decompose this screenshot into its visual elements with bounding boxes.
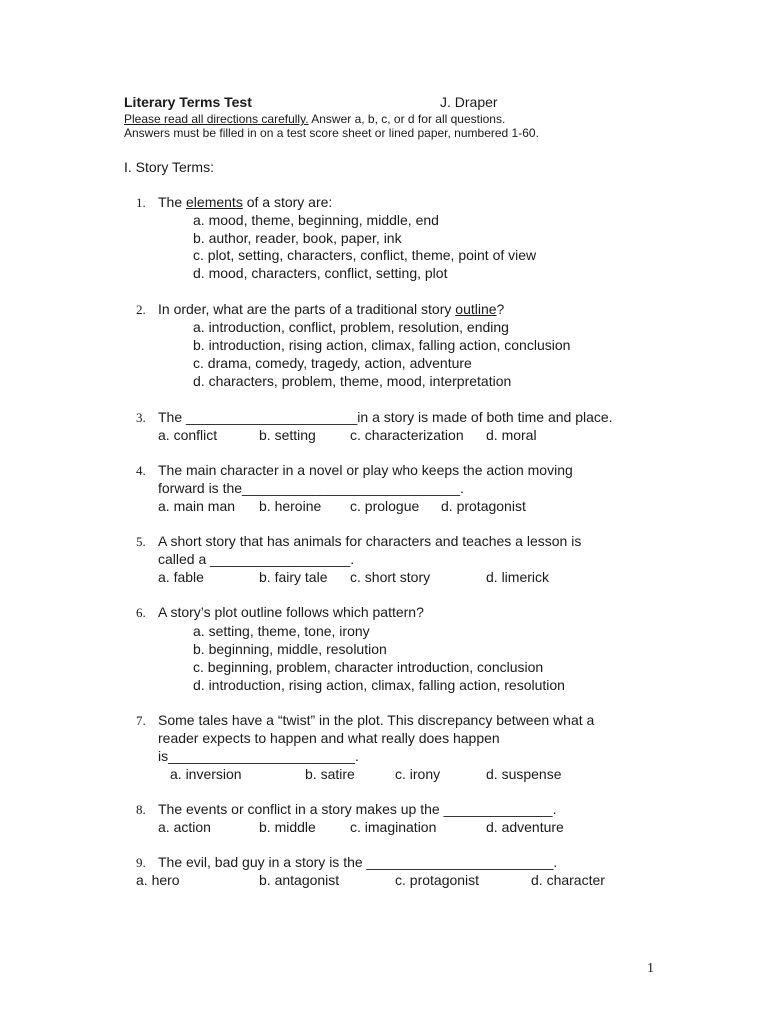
q2-underlined-term: outline <box>455 301 497 317</box>
q4-option-d: d. protagonist <box>441 498 526 514</box>
q5-option-d: d. limerick <box>486 569 550 585</box>
q3-option-d: d. moral <box>486 427 537 443</box>
q4-option-c: c. prologue <box>350 498 420 514</box>
q1-pre: The <box>158 194 187 210</box>
question-7-line-3: is________________________. <box>158 748 359 764</box>
q1-option-c: c. plot, setting, characters, conflict, theme, point of view <box>193 247 537 263</box>
question-6-text: A story’s plot outline follows which pattern? <box>158 604 424 620</box>
q2-option-b: b. introduction, rising action, climax, falling action, conclusion <box>193 337 571 353</box>
directions-line-1 <box>124 112 505 126</box>
q5-option-c: c. short story <box>350 569 431 585</box>
q8-option-a: a. action <box>158 819 211 835</box>
question-number: 3. <box>136 410 146 425</box>
question-number: 6. <box>136 605 146 620</box>
question-number: 1. <box>136 195 146 210</box>
q4-option-b: b. heroine <box>259 498 322 514</box>
question-7-line-2: reader expects to happen and what really does happen <box>158 730 500 746</box>
q9-option-a: a. hero <box>136 872 180 888</box>
q8-option-c: c. imagination <box>350 819 437 835</box>
q7-option-a: a. inversion <box>170 766 242 782</box>
q8-option-b: b. middle <box>259 819 316 835</box>
q2-option-c: c. drama, comedy, tragedy, action, adventure <box>193 355 472 371</box>
q1-post: of a story are: <box>242 194 333 210</box>
page-number: 1 <box>647 961 654 976</box>
question-number: 2. <box>136 302 146 317</box>
q9-option-d: d. character <box>531 872 605 888</box>
test-title: Literary Terms Test <box>124 94 252 110</box>
question-4-line-1: The main character in a novel or play who keeps the action moving <box>158 462 573 478</box>
section-title: I. Story Terms: <box>124 159 214 175</box>
question-number: 5. <box>136 534 146 549</box>
q4-option-a: a. main man <box>158 498 236 514</box>
question-number: 7. <box>136 713 146 728</box>
question-number: 9. <box>136 855 146 870</box>
directions-underlined: Please read all directions carefully. <box>124 112 309 126</box>
q2-option-d: d. characters, problem, theme, mood, interpretation <box>193 373 512 389</box>
q1-option-b: b. author, reader, book, paper, ink <box>193 230 402 246</box>
q3-option-a: a. conflict <box>158 427 218 443</box>
q9-option-c: c. protagonist <box>395 872 480 888</box>
question-1-text <box>158 194 332 210</box>
q7-option-d: d. suspense <box>486 766 562 782</box>
q8-option-d: d. adventure <box>486 819 564 835</box>
q5-option-b: b. fairy tale <box>259 569 328 585</box>
q3-option-b: b. setting <box>259 427 316 443</box>
question-4-line-2: forward is the____________________________. <box>158 480 464 496</box>
q1-option-d: d. mood, characters, conflict, setting, plot <box>193 265 448 281</box>
question-8-text: The events or conflict in a story makes up the ______________. <box>158 801 557 817</box>
q1-option-a: a. mood, theme, beginning, middle, end <box>193 212 439 228</box>
question-number: 8. <box>136 802 146 817</box>
question-number: 4. <box>136 463 146 478</box>
q9-option-b: b. antagonist <box>259 872 340 888</box>
q2-pre: In order, what are the parts of a traditional story <box>158 301 456 317</box>
question-9-text: The evil, bad guy in a story is the ________________________. <box>158 854 558 870</box>
q6-option-c: c. beginning, problem, character introduction, conclusion <box>193 659 544 675</box>
directions-line-2: Answers must be filled in on a test score sheet or lined paper, numbered 1-60. <box>124 126 539 140</box>
question-7-line-1: Some tales have a “twist” in the plot. This discrepancy between what a <box>158 712 595 728</box>
question-3-text: The ______________________in a story is made of both time and place. <box>158 409 613 425</box>
q6-option-a: a. setting, theme, tone, irony <box>193 623 370 639</box>
q3-option-c: c. characterization <box>350 427 464 443</box>
q7-option-b: b. satire <box>305 766 355 782</box>
q7-option-c: c. irony <box>395 766 441 782</box>
directions-rest: Answer a, b, c, or d for all questions. <box>308 112 506 126</box>
question-5-line-1: A short story that has animals for characters and teaches a lesson is <box>158 533 582 549</box>
q2-option-a: a. introduction, conflict, problem, resolution, ending <box>193 319 509 335</box>
q6-option-d: d. introduction, rising action, climax, falling action, resolution <box>193 677 565 693</box>
question-2-text <box>158 301 504 317</box>
q1-underlined-term: elements <box>186 194 243 210</box>
q2-post: ? <box>496 301 505 317</box>
q6-option-b: b. beginning, middle, resolution <box>193 641 387 657</box>
author-name: J. Draper <box>440 94 498 110</box>
q5-option-a: a. fable <box>158 569 204 585</box>
question-5-line-2: called a __________________. <box>158 551 355 567</box>
